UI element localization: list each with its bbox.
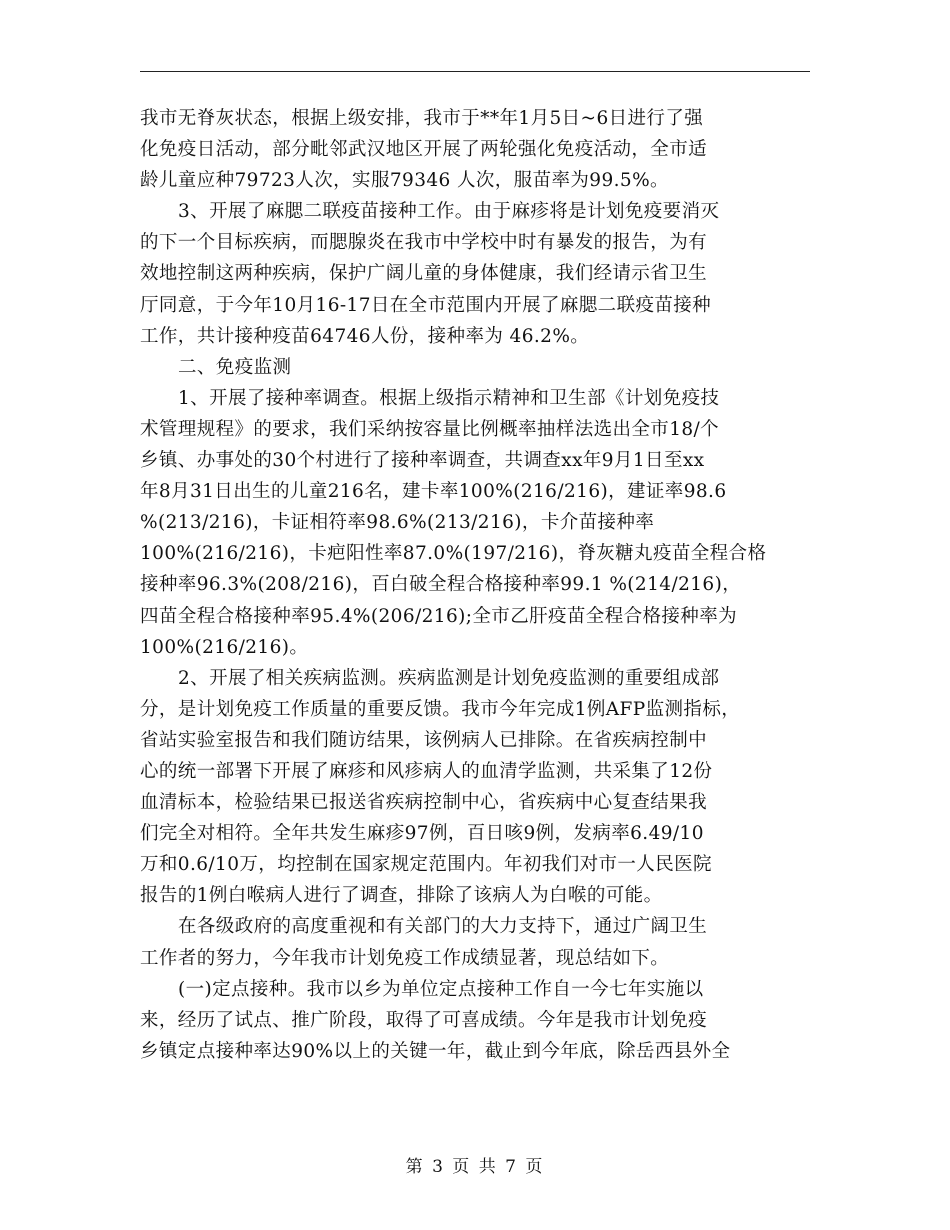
- text-line: 接种率96.3%(208/216)，百白破全程合格接种率99.1 %(214/216)，: [140, 574, 742, 596]
- text-line: 龄儿童应种79723人次，实服79346 人次，服苗率为99.5%。: [140, 170, 669, 192]
- text-line: 四苗全程合格接种率95.4%(206/216);全市乙肝疫苗全程合格接种率为: [140, 605, 737, 627]
- text-line: 年8月31日出生的儿童216名，建卡率100%(216/216)，建证率98.6: [140, 481, 727, 503]
- text-line: 心的统一部署下开展了麻疹和风疹病人的血清学监测，共采集了12份: [140, 760, 713, 782]
- text-line: 的下一个目标疾病，而腮腺炎在我市中学校中时有暴发的报告，为有: [140, 232, 708, 254]
- text-line: 分，是计划免疫工作质量的重要反馈。我市今年完成1例AFP监测指标，: [140, 698, 741, 720]
- text-line: 2、开展了相关疾病监测。疾病监测是计划免疫监测的重要组成部: [178, 667, 720, 689]
- text-line: 万和0.6/10万，均控制在国家规定范围内。年初我们对市一人民医院: [140, 854, 712, 876]
- text-line: 乡镇、办事处的30个村进行了接种率调查，共调查xx年9月1日至xx: [140, 450, 705, 472]
- text-line: 二、免疫监测: [178, 356, 292, 378]
- text-line: 效地控制这两种疾病，保护广阔儿童的身体健康，我们经请示省卫生: [140, 263, 708, 285]
- text-line: (一)定点接种。我市以乡为单位定点接种工作自一今七年实施以: [178, 978, 704, 1000]
- text-line: 报告的1例白喉病人进行了调查，排除了该病人为白喉的可能。: [140, 885, 663, 907]
- text-line: 我市无脊灰状态，根据上级安排，我市于**年1月5日~6日进行了强: [140, 108, 704, 129]
- text-line: 100%(216/216)。: [140, 636, 309, 658]
- text-line: 厅同意，于今年10月16-17日在全市范围内开展了麻腮二联疫苗接种: [140, 294, 712, 316]
- text-line: 工作，共计接种疫苗64746人份，接种率为 46.2%。: [140, 325, 590, 347]
- document-body: [140, 103, 812, 1067]
- text-line: 省站实验室报告和我们随访结果，该例病人已排除。在省疾病控制中: [140, 729, 708, 751]
- text-line: 们完全对相符。全年共发生麻疹97例，百日咳9例，发病率6.49/10: [140, 823, 704, 845]
- text-line: 血清标本，检验结果已报送省疾病控制中心，省疾病中心复查结果我: [140, 792, 708, 814]
- text-line: 工作者的努力，今年我市计划免疫工作成绩显著，现总结如下。: [140, 947, 670, 969]
- text-line: 术管理规程》的要求，我们采纳按容量比例概率抽样法选出全市18/个: [140, 418, 720, 440]
- text-line: 来，经历了试点、推广阶段，取得了可喜成绩。今年是我市计划免疫: [140, 1009, 708, 1031]
- text-line: 乡镇定点接种率达90%以上的关键一年，截止到今年底，除岳西县外全: [140, 1040, 731, 1062]
- text-line: 1、开展了接种率调查。根据上级指示精神和卫生部《计划免疫技: [178, 387, 720, 409]
- text-line: 3、开展了麻腮二联疫苗接种工作。由于麻疹将是计划免疫要消灭: [178, 201, 720, 223]
- text-line: %(213/216)，卡证相符率98.6%(213/216)，卡介苗接种率: [140, 512, 655, 534]
- text-line: 100%(216/216)，卡疤阳性率87.0%(197/216)，脊灰糖丸疫苗全程合格: [140, 543, 767, 565]
- text-line: 化免疫日活动，部分毗邻武汉地区开展了两轮强化免疫活动，全市适: [140, 139, 708, 161]
- text-line: 在各级政府的高度重视和有关部门的大力支持下，通过广阔卫生: [178, 916, 708, 938]
- page-footer: 第 3 页 共 7 页: [405, 1157, 545, 1177]
- header-rule: [140, 71, 810, 72]
